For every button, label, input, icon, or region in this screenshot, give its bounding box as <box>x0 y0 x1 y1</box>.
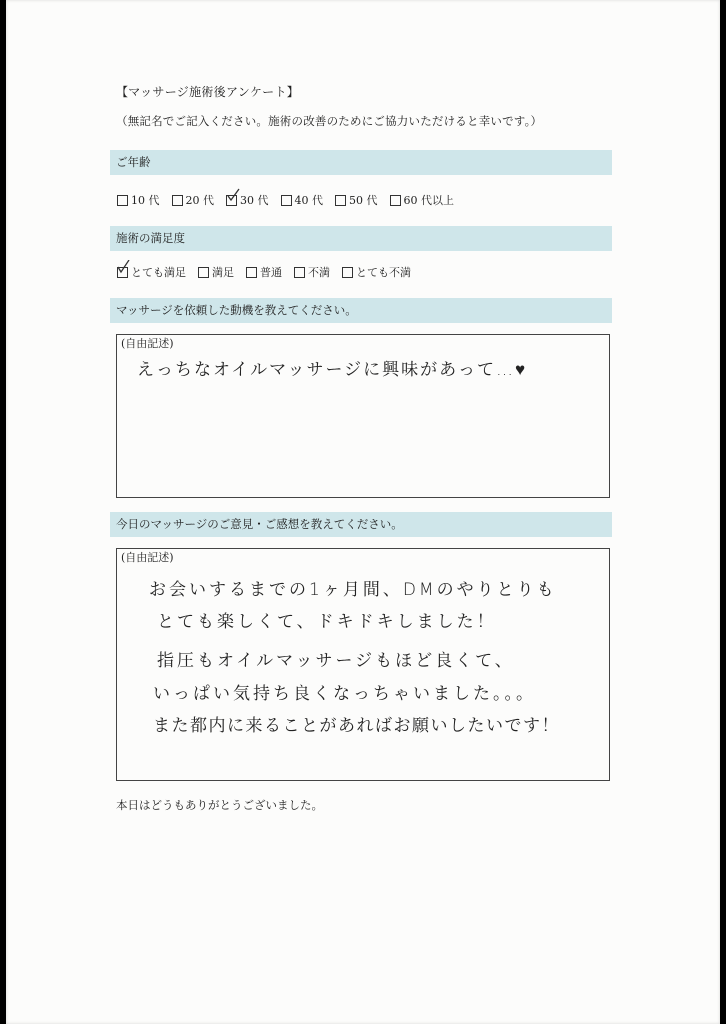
checkbox-icon[interactable] <box>198 267 209 278</box>
checkbox-icon[interactable] <box>281 195 292 206</box>
feedback-textbox[interactable] <box>116 548 610 781</box>
survey-sheet <box>6 0 720 1024</box>
feedback-box-label: (自由記述) <box>121 551 174 564</box>
checkmark-icon <box>226 188 240 202</box>
motive-answer: えっちなオイルマッサージに興味があって…♥ <box>137 360 528 380</box>
satisfaction-option-very-satisfied[interactable]: とても満足 <box>117 264 186 280</box>
satisfaction-option-neutral[interactable]: 普通 <box>246 264 282 280</box>
age-heading: ご年齢 <box>110 150 612 175</box>
checkbox-icon[interactable] <box>294 267 305 278</box>
feedback-line: いっぱい気持ち良くなっちゃいました。。。 <box>153 684 536 704</box>
motive-heading: マッサージを依頼した動機を教えてください。 <box>110 298 612 323</box>
age-option-30s[interactable]: 30 代 <box>226 192 269 208</box>
satisfaction-option-dissatisfied[interactable]: 不満 <box>294 264 330 280</box>
page-title: 【マッサージ施術後アンケート】 <box>116 85 300 99</box>
motive-box-label: (自由記述) <box>121 337 174 350</box>
checkbox-icon[interactable] <box>117 195 128 206</box>
checkmark-icon <box>117 260 131 274</box>
satisfaction-options <box>117 264 411 280</box>
feedback-heading: 今日のマッサージのご意見・ご感想を教えてください。 <box>110 512 612 537</box>
checkbox-checked-icon[interactable] <box>117 267 128 278</box>
checkbox-icon[interactable] <box>342 267 353 278</box>
age-option-50s[interactable]: 50 代 <box>335 192 378 208</box>
page-subtitle: （無記名でご記入ください。施術の改善のためにご協力いただけると幸いです。） <box>116 114 543 128</box>
satisfaction-heading: 施術の満足度 <box>110 226 612 251</box>
satisfaction-option-very-dissatisfied[interactable]: とても不満 <box>342 264 411 280</box>
feedback-line: 指圧もオイルマッサージもほど良くて、 <box>157 651 515 671</box>
age-option-40s[interactable]: 40 代 <box>281 192 324 208</box>
checkbox-icon[interactable] <box>390 195 401 206</box>
checkbox-icon[interactable] <box>335 195 346 206</box>
motive-textbox[interactable] <box>116 334 610 498</box>
checkbox-checked-icon[interactable] <box>226 195 237 206</box>
checkbox-icon[interactable] <box>246 267 257 278</box>
age-option-60plus[interactable]: 60 代以上 <box>390 192 455 208</box>
closing-message: 本日はどうもありがとうございました。 <box>116 798 323 812</box>
age-options <box>117 192 454 208</box>
age-option-10s[interactable]: 10 代 <box>117 192 160 208</box>
feedback-line: また都内に来ることがあればお願いしたいです！ <box>153 716 560 736</box>
age-option-20s[interactable]: 20 代 <box>172 192 215 208</box>
checkbox-icon[interactable] <box>172 195 183 206</box>
feedback-line: お会いするまでの1ヶ月間、DMのやりとりも <box>149 580 557 600</box>
satisfaction-option-satisfied[interactable]: 満足 <box>198 264 234 280</box>
feedback-line: とても楽しくて、ドキドキしました！ <box>157 612 497 632</box>
